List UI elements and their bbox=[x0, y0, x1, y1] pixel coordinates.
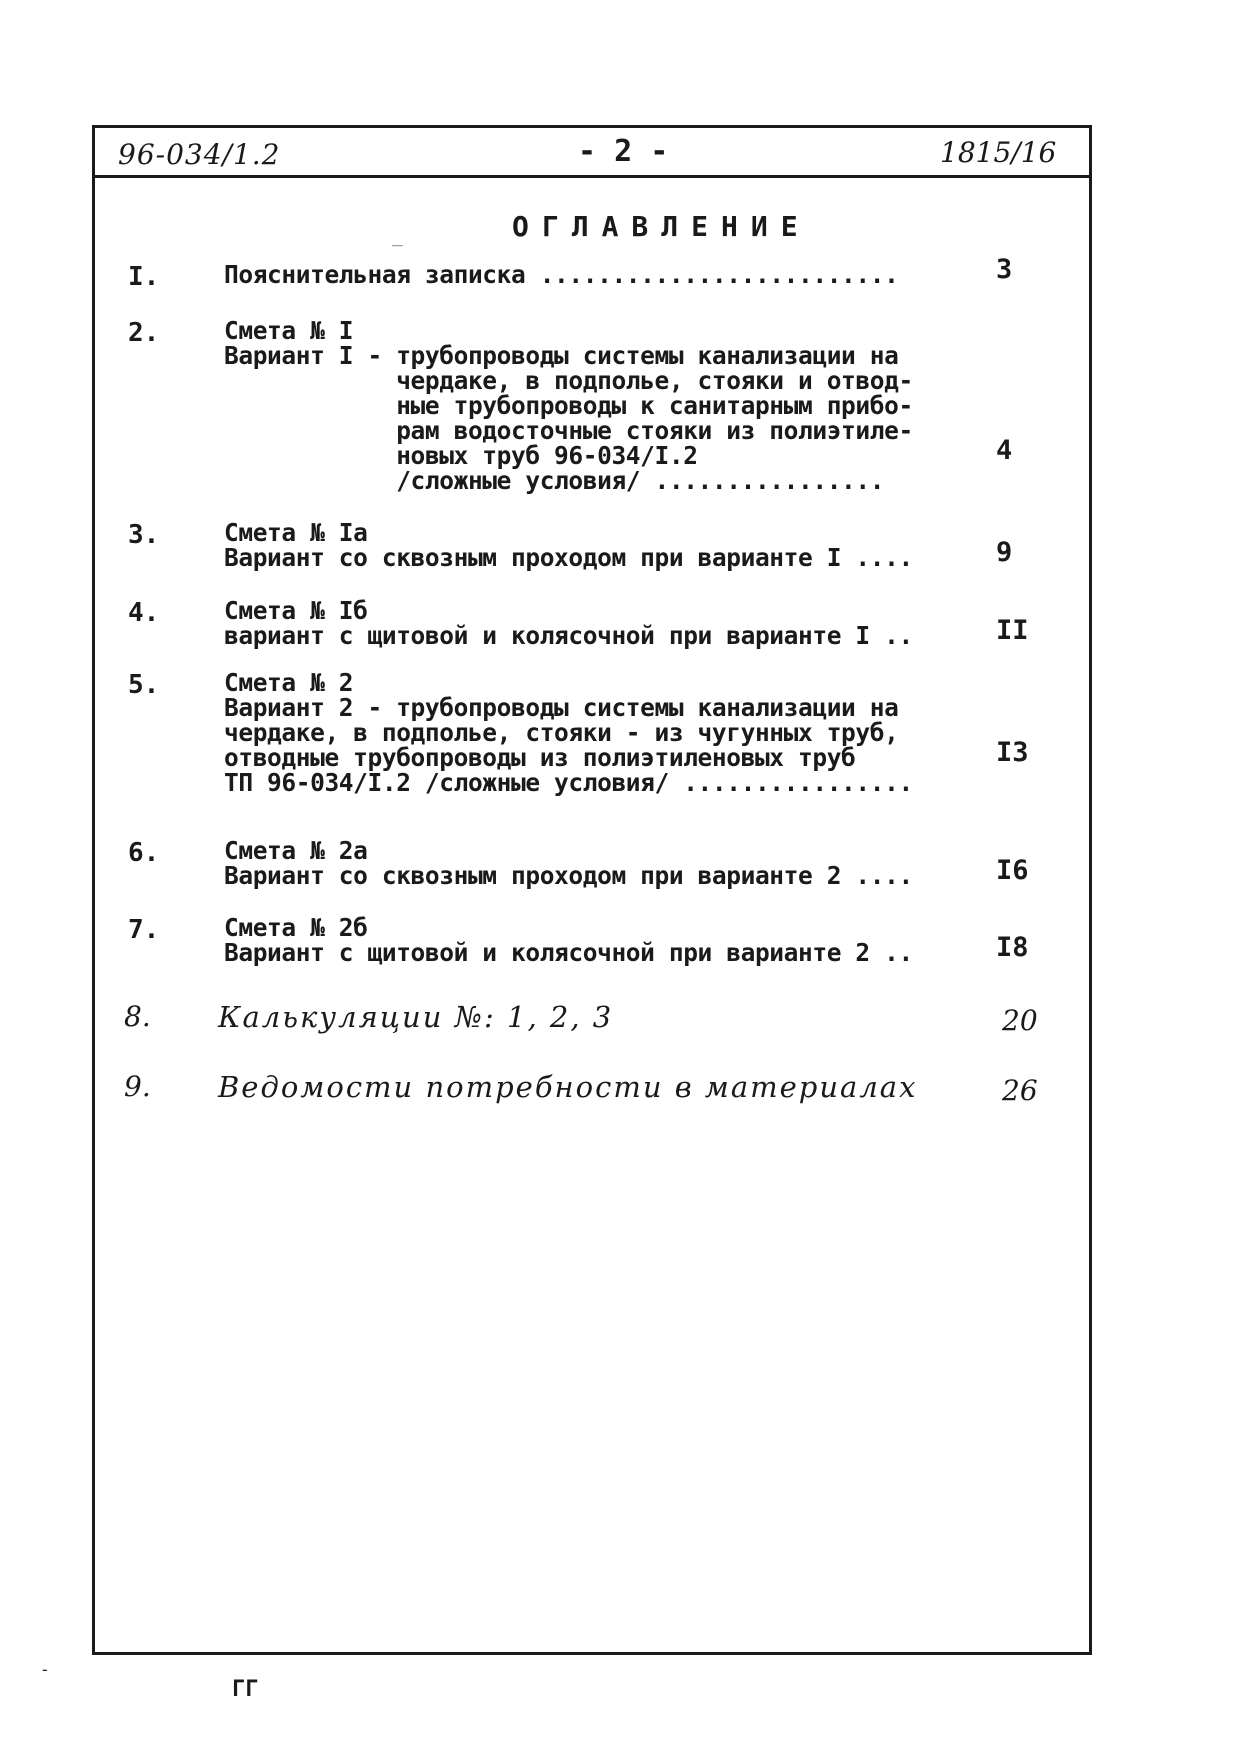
toc-entry-line: Смета № 2а bbox=[224, 836, 368, 865]
toc-entry-line: Смета № I bbox=[224, 316, 354, 345]
toc-entry-line: вариант с щитовой и колясочной при варианте I .. bbox=[224, 621, 913, 650]
toc-entry-number: I. bbox=[128, 262, 160, 292]
toc-entry-line: Вариант с щитовой и колясочной при варианте 2 .. bbox=[224, 938, 913, 967]
toc-entry-line: Смета № 2б bbox=[224, 913, 368, 942]
toc-entry-line: /сложные условия/ ................ bbox=[224, 466, 885, 495]
toc-entry-line: чердаке, в подполье, стояки и отвод- bbox=[224, 366, 913, 395]
toc-entry-line: новых труб 96-034/I.2 bbox=[224, 441, 698, 470]
margin-mark: - bbox=[40, 1660, 50, 1679]
toc-entry-line: ТП 96-034/I.2 /сложные условия/ ................ bbox=[224, 768, 913, 797]
toc-entry-text bbox=[224, 598, 913, 648]
toc-entry-text bbox=[224, 838, 913, 888]
toc-entry-page: I3 bbox=[996, 737, 1029, 768]
toc-entry-number: 5. bbox=[128, 670, 160, 700]
toc-handwritten-number: 8. bbox=[124, 1000, 151, 1033]
toc-entry-line: Вариант 2 - трубопроводы системы канализации на bbox=[224, 693, 899, 722]
toc-entry-number: 4. bbox=[128, 598, 160, 628]
decorative-dash: _ bbox=[392, 226, 403, 247]
toc-entry-page: I6 bbox=[996, 855, 1029, 886]
toc-entry-line: рам водосточные стояки из полиэтиле- bbox=[224, 416, 913, 445]
toc-handwritten-page: 20 bbox=[1002, 1004, 1038, 1037]
toc-entry-text bbox=[224, 670, 913, 795]
toc-entry-line: Смета № Iб bbox=[224, 596, 368, 625]
header-left-code: 96-034/1.2 bbox=[118, 138, 281, 171]
toc-entry-page: 4 bbox=[996, 435, 1013, 466]
toc-handwritten-page: 26 bbox=[1002, 1074, 1038, 1107]
toc-entry-line: чердаке, в подполье, стояки - из чугунных труб, bbox=[224, 718, 899, 747]
toc-entry-line: Смета № Iа bbox=[224, 518, 368, 547]
toc-entry-line: Вариант со сквозным проходом при варианте 2 .... bbox=[224, 861, 913, 890]
header-right-code: 1815/16 bbox=[940, 136, 1057, 169]
toc-handwritten-text: Ведомости потребности в материалах bbox=[218, 1070, 918, 1104]
toc-entry-line: отводные трубопроводы из полиэтиленовых труб bbox=[224, 743, 856, 772]
toc-entry-number: 3. bbox=[128, 520, 160, 550]
toc-entry-line: Пояснительная записка ......................... bbox=[224, 260, 899, 289]
toc-handwritten-text: Калькуляции №: 1, 2, 3 bbox=[218, 1000, 614, 1034]
toc-entry-page: 9 bbox=[996, 537, 1013, 568]
header-page-number: - 2 - bbox=[578, 134, 669, 169]
toc-entry-number: 6. bbox=[128, 838, 160, 868]
toc-handwritten-number: 9. bbox=[124, 1070, 151, 1103]
footer-mark: ГГ bbox=[232, 1677, 259, 1702]
toc-entry-line: Вариант со сквозным проходом при варианте I .... bbox=[224, 543, 913, 572]
toc-entry-text bbox=[224, 915, 913, 965]
toc-entry-line: Вариант I - трубопроводы системы канализации на bbox=[224, 341, 899, 370]
toc-entry-page: 3 bbox=[996, 254, 1013, 285]
toc-entry-line: Смета № 2 bbox=[224, 668, 354, 697]
toc-entry-page: II bbox=[996, 615, 1029, 646]
header-divider bbox=[92, 175, 1092, 178]
toc-entry-page: I8 bbox=[996, 932, 1029, 963]
toc-entry-text bbox=[224, 318, 913, 493]
toc-entry-text bbox=[224, 262, 898, 287]
toc-entry-number: 7. bbox=[128, 915, 160, 945]
toc-entry-text bbox=[224, 520, 913, 570]
toc-entry-line: ные трубопроводы к санитарным прибо- bbox=[224, 391, 913, 420]
toc-title: ОГЛАВЛЕНИЕ bbox=[512, 210, 811, 243]
toc-entry-number: 2. bbox=[128, 318, 160, 348]
